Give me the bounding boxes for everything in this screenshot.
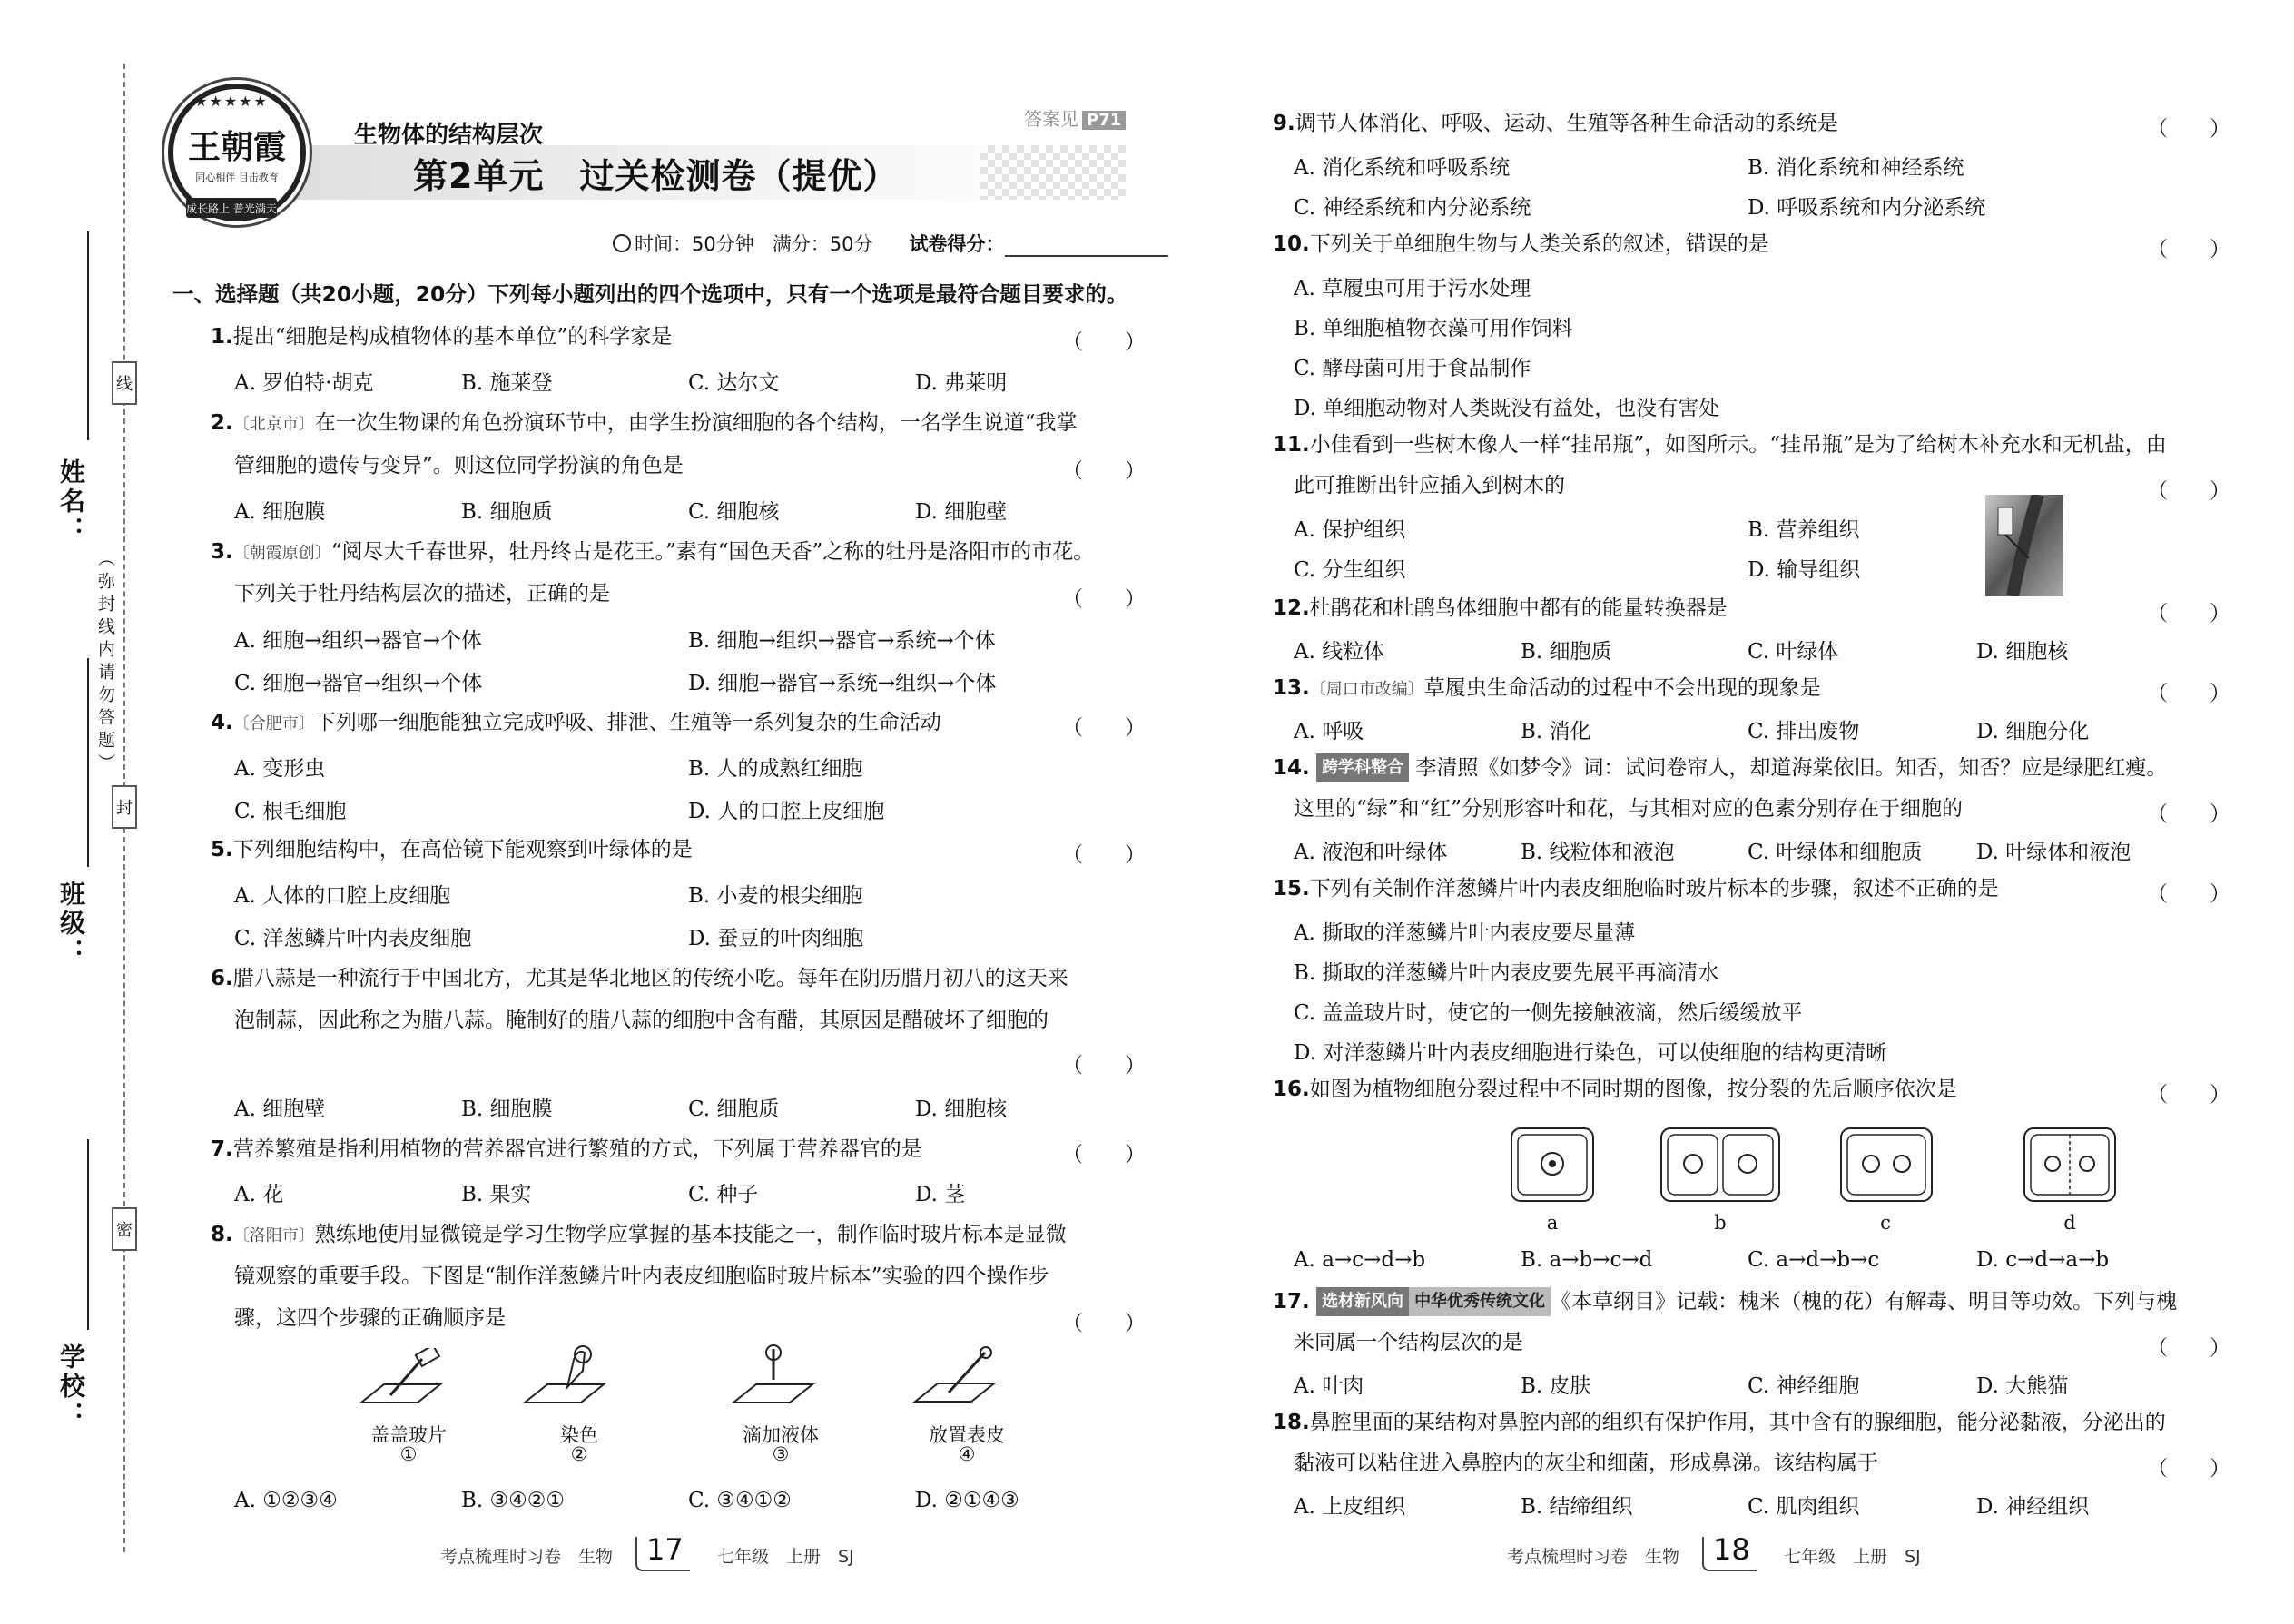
option[interactable]: D. 对洋葱鳞片叶内表皮细胞进行染色，可以使细胞的结构更清晰 — [1294, 1041, 1887, 1065]
answer-blank-8[interactable]: （ ） — [1062, 1312, 1146, 1335]
question-8: 8.〔洛阳市〕熟练地使用显微镜是学习生物学应掌握的基本技能之一，制作临时玻片标本是显微 — [211, 1223, 1067, 1246]
option[interactable]: D. 细胞核 — [1976, 640, 2069, 664]
answer-blank-9[interactable]: （ ） — [2147, 117, 2230, 141]
exam-meta — [613, 230, 1168, 257]
option[interactable]: B. 结缔组织 — [1521, 1495, 1633, 1519]
school-field[interactable] — [87, 1139, 89, 1330]
option[interactable]: C. 洋葱鳞片叶内表皮细胞 — [234, 927, 472, 950]
option[interactable]: A. 人体的口腔上皮细胞 — [234, 884, 451, 908]
option[interactable]: C. 排出废物 — [1748, 720, 1860, 743]
option[interactable]: B. 营养组织 — [1748, 518, 1860, 542]
option[interactable]: C. 叶绿体和细胞质 — [1748, 841, 1923, 864]
cell-stage-c — [1836, 1124, 1936, 1206]
option[interactable]: A. 保护组织 — [1294, 518, 1406, 542]
full-score: 满分：50分 — [772, 233, 873, 255]
answer-blank-14[interactable]: （ ） — [2147, 802, 2230, 826]
option[interactable]: D. 叶绿体和液泡 — [1976, 841, 2132, 864]
option[interactable]: C. 神经系统和内分泌系统 — [1294, 196, 1531, 220]
option[interactable]: D. 呼吸系统和内分泌系统 — [1748, 196, 1986, 220]
option[interactable]: D. 神经组织 — [1976, 1495, 2090, 1519]
logo-band: 成长路上 普光满天 — [186, 198, 277, 218]
answer-blank-12[interactable]: （ ） — [2147, 602, 2230, 625]
option[interactable]: B. ③④②① — [461, 1489, 566, 1512]
footer-series: 考点梳理时习卷 生物 — [440, 1547, 614, 1567]
logo-sub: 同心相伴 目击教育 — [195, 171, 279, 183]
right-page — [1148, 0, 2294, 1624]
cell-label-b: b — [1714, 1212, 1727, 1234]
question-16: 16.如图为植物细胞分裂过程中不同时期的图像，按分裂的先后顺序依次是 — [1273, 1078, 1957, 1101]
question-15: 15.下列有关制作洋葱鳞片叶内表皮细胞临时玻片标本的步骤，叙述不正确的是 — [1273, 877, 1999, 901]
option[interactable]: B. 消化系统和神经系统 — [1748, 156, 1964, 180]
question-2-cont: 管细胞的遗传与变异”。则这位同学扮演的角色是 — [234, 454, 684, 477]
option[interactable]: D. 茎 — [915, 1183, 966, 1206]
question-18-cont: 黏液可以粘住进入鼻腔内的灰尘和细菌，形成鼻涕。该结构属于 — [1294, 1452, 1878, 1475]
question-8-cont2: 骤，这四个步骤的正确顺序是 — [234, 1306, 506, 1330]
answer-blank-13[interactable]: （ ） — [2147, 682, 2230, 705]
option[interactable]: B. 细胞膜 — [461, 1097, 553, 1121]
question-17: 17. 选材新风向 中华优秀传统文化 《本草纲目》记载：槐米（槐的花）有解毒、明目等功效。下列与槐 — [1273, 1287, 2177, 1316]
fig-number: ① — [399, 1443, 418, 1465]
cell-label-d: d — [2063, 1212, 2076, 1234]
option[interactable]: B. 人的成熟红细胞 — [688, 757, 863, 781]
answer-blank-1[interactable]: （ ） — [1062, 330, 1146, 354]
answer-blank-2[interactable]: （ ） — [1062, 459, 1146, 483]
option[interactable]: A. a→c→d→b — [1294, 1248, 1426, 1272]
option[interactable]: C. 细胞质 — [688, 1097, 780, 1121]
option[interactable]: A. 撕取的洋葱鳞片叶内表皮要尽量薄 — [1294, 921, 1636, 945]
unit-subject: 生物体的结构层次 — [354, 122, 544, 149]
option[interactable]: C. 肌肉组织 — [1748, 1495, 1860, 1519]
option[interactable]: C. 细胞核 — [688, 500, 780, 524]
option[interactable]: C. 细胞→器官→组织→个体 — [234, 672, 483, 695]
cell-label-a: a — [1546, 1212, 1559, 1234]
question-8-cont: 镜观察的重要手段。下图是“制作洋葱鳞片叶内表皮细胞临时玻片标本”实验的四个操作步 — [234, 1265, 1049, 1288]
school-label: 学校： — [56, 1343, 86, 1431]
option[interactable]: A. 上皮组织 — [1294, 1495, 1406, 1519]
answer-blank-5[interactable]: （ ） — [1062, 843, 1146, 867]
option[interactable]: B. 小麦的根尖细胞 — [688, 884, 863, 908]
option[interactable]: B. 皮肤 — [1521, 1374, 1591, 1398]
section-heading: 一、选择题（共20小题，20分）下列每小题列出的四个选项中，只有一个选项是最符合题目要求的。 — [172, 281, 1128, 307]
option[interactable]: A. 细胞→组织→器官→个体 — [234, 629, 483, 653]
tag-traditional-culture: 中华优秀传统文化 — [1409, 1287, 1551, 1316]
footer-series: 考点梳理时习卷 生物 — [1507, 1547, 1680, 1567]
time-label: 时间：50分钟 — [635, 233, 754, 255]
option[interactable]: D. 细胞核 — [915, 1097, 1008, 1121]
name-field[interactable] — [87, 231, 89, 440]
question-18: 18.鼻腔里面的某结构对鼻腔内部的组织有保护作用，其中含有的腺细胞，能分泌黏液，分泌出的 — [1273, 1411, 2166, 1434]
option[interactable]: D. 单细胞动物对人类既没有益处，也没有害处 — [1294, 397, 1720, 420]
page-title: 第2单元 过关检测卷（提优） — [413, 156, 899, 196]
option[interactable]: D. 输导组织 — [1748, 558, 1861, 582]
option[interactable]: A. 线粒体 — [1294, 640, 1385, 664]
drop-liquid-illustration — [726, 1343, 826, 1412]
fig-number: ② — [570, 1443, 588, 1465]
option[interactable]: C. 叶绿体 — [1748, 640, 1839, 664]
option[interactable]: D. c→d→a→b — [1976, 1248, 2110, 1272]
answer-reference — [1024, 104, 1126, 131]
class-label: 班级： — [56, 881, 86, 968]
page-number: 17 — [646, 1532, 684, 1567]
question-9: 9.调节人体消化、呼吸、运动、生殖等各种生命活动的系统是 — [1273, 112, 1838, 135]
fig-number: ④ — [958, 1443, 976, 1465]
option[interactable]: D. ②①④③ — [915, 1489, 1019, 1512]
option[interactable]: C. 盖盖玻片时，使它的一侧先接触液滴，然后缓缓放平 — [1294, 1001, 1803, 1025]
option[interactable]: B. 果实 — [461, 1183, 532, 1206]
stain-illustration — [517, 1343, 617, 1412]
question-10: 10.下列关于单细胞生物与人类关系的叙述，错误的是 — [1273, 232, 1769, 256]
option[interactable]: C. a→d→b→c — [1748, 1248, 1880, 1272]
question-11-cont: 此可推断出针应插入到树木的 — [1294, 474, 1565, 497]
seal-mark-feng: 封 — [112, 785, 137, 829]
option[interactable]: C. 酵母菌可用于食品制作 — [1294, 357, 1531, 380]
question-14: 14. 跨学科整合 李清照《如梦令》词：试问卷帘人，却道海棠依旧。知否，知否？应是绿肥红瘦。 — [1273, 753, 2167, 782]
option[interactable]: C. 种子 — [688, 1183, 759, 1206]
option[interactable]: D. 蚕豆的叶肉细胞 — [688, 927, 864, 950]
answer-blank-3[interactable]: （ ） — [1062, 587, 1146, 611]
answer-page-badge: P71 — [1082, 111, 1126, 130]
answer-blank-11[interactable]: （ ） — [2147, 479, 2230, 503]
fig-label: 滴加液体 — [743, 1424, 819, 1446]
logo-stars-icon: ★★★★★ — [194, 93, 269, 110]
seal-mark-mi: 密 — [112, 1207, 137, 1251]
answer-blank-18[interactable]: （ ） — [2147, 1457, 2230, 1481]
option[interactable]: B. 单细胞植物衣藻可用作饲料 — [1294, 317, 1573, 340]
fig-label: 染色 — [560, 1424, 598, 1446]
option[interactable]: B. a→b→c→d — [1521, 1248, 1653, 1272]
option[interactable]: A. 叶肉 — [1294, 1374, 1364, 1398]
footer-grade: 七年级 上册 SJ — [717, 1547, 854, 1567]
option[interactable]: A. 消化系统和呼吸系统 — [1294, 156, 1511, 180]
tag-new-trend: 选材新风向 — [1316, 1287, 1409, 1316]
seal-note: （弥封线内请勿答题） — [95, 549, 115, 776]
option[interactable]: C. 根毛细胞 — [234, 800, 347, 823]
option[interactable]: B. 消化 — [1521, 720, 1591, 743]
question-1: 1.提出“细胞是构成植物体的基本单位”的科学家是 — [211, 325, 673, 349]
fig-label: 盖盖玻片 — [370, 1424, 447, 1446]
option[interactable]: A. 细胞膜 — [234, 500, 326, 524]
cell-label-c: c — [1880, 1212, 1891, 1234]
tree-iv-drip-photo — [1985, 495, 2063, 596]
option[interactable]: C. ③④①② — [688, 1489, 792, 1512]
question-4: 4.〔合肥市〕下列哪一细胞能独立完成呼吸、排泄、生殖等一系列复杂的生命活动 — [211, 711, 941, 734]
option[interactable]: B. 细胞质 — [1521, 640, 1612, 664]
binding-margin — [0, 0, 136, 1624]
question-17-cont: 米同属一个结构层次的是 — [1294, 1331, 1523, 1354]
answer-blank-6[interactable]: （ ） — [1062, 1054, 1146, 1078]
option[interactable]: B. 细胞→组织→器官→系统→个体 — [688, 629, 996, 653]
question-13: 13.〔周口市改编〕草履虫生命活动的过程中不会出现的现象是 — [1273, 676, 1821, 700]
fig-number: ③ — [772, 1443, 790, 1465]
option[interactable]: B. 施莱登 — [461, 371, 553, 395]
option[interactable]: A. 呼吸 — [1294, 720, 1364, 743]
tag-cross-subject: 跨学科整合 — [1316, 753, 1409, 782]
name-label: 姓名： — [56, 458, 86, 546]
place-epidermis-illustration — [908, 1345, 1008, 1411]
option[interactable]: A. 罗伯特·胡克 — [234, 371, 374, 395]
option[interactable]: D. 细胞分化 — [1976, 720, 2090, 743]
option[interactable]: D. 细胞壁 — [915, 500, 1008, 524]
option[interactable]: C. 达尔文 — [688, 371, 780, 395]
option[interactable]: B. 细胞质 — [461, 500, 553, 524]
answer-blank-17[interactable]: （ ） — [2147, 1336, 2230, 1360]
page-number: 18 — [1713, 1532, 1750, 1567]
answer-blank-7[interactable]: （ ） — [1062, 1143, 1146, 1166]
cover-slip-illustration — [354, 1348, 454, 1412]
option[interactable]: B. 撕取的洋葱鳞片叶内表皮要先展平再滴清水 — [1294, 961, 1719, 985]
option[interactable]: A. 花 — [234, 1183, 284, 1206]
cell-stage-d — [2020, 1124, 2120, 1206]
option[interactable]: A. ①②③④ — [234, 1489, 338, 1512]
question-3-cont: 下列关于牡丹结构层次的描述，正确的是 — [234, 582, 610, 605]
option[interactable]: A. 变形虫 — [234, 757, 326, 781]
question-5: 5.下列细胞结构中，在高倍镜下能观察到叶绿体的是 — [211, 838, 693, 861]
footer-grade: 七年级 上册 SJ — [1784, 1547, 1921, 1567]
option[interactable]: C. 神经细胞 — [1748, 1374, 1860, 1398]
clock-icon — [613, 234, 631, 252]
option[interactable]: D. 细胞→器官→系统→组织→个体 — [688, 672, 997, 695]
score-field[interactable] — [1005, 239, 1168, 257]
question-12: 12.杜鹃花和杜鹃鸟体细胞中都有的能量转换器是 — [1273, 596, 1728, 620]
cell-stage-b — [1657, 1124, 1784, 1206]
option[interactable]: C. 分生组织 — [1294, 558, 1406, 582]
score-label: 试卷得分： — [909, 233, 1005, 255]
cell-stage-a — [1507, 1124, 1598, 1206]
question-3: 3.〔朝霞原创〕“阅尽大千春世界，牡丹终古是花王。”素有“国色天香”之称的牡丹是洛阳市的市花。 — [211, 540, 1095, 564]
logo-text: 王朝霞 — [187, 127, 286, 166]
option[interactable]: D. 人的口腔上皮细胞 — [688, 800, 885, 823]
option[interactable]: A. 草履虫可用于污水处理 — [1294, 277, 1531, 300]
fig-label: 放置表皮 — [929, 1424, 1005, 1446]
class-field[interactable] — [87, 658, 89, 867]
question-2: 2.〔北京市〕在一次生物课的角色扮演环节中，由学生扮演细胞的各个结构，一名学生说道“我掌 — [211, 411, 1078, 435]
question-6-cont: 泡制蒜，因此称之为腊八蒜。腌制好的腊八蒜的细胞中含有醋，其原因是醋破坏了细胞的 — [234, 1009, 1049, 1032]
question-7: 7.营养繁殖是指利用植物的营养器官进行繁殖的方式，下列属于营养器官的是 — [211, 1137, 922, 1161]
option[interactable]: A. 液泡和叶绿体 — [1294, 841, 1448, 864]
answer-blank-15[interactable]: （ ） — [2147, 882, 2230, 906]
ribbon-pattern — [980, 145, 1126, 200]
seal-mark-xian: 线 — [112, 361, 137, 405]
answer-blank-10[interactable]: （ ） — [2147, 238, 2230, 261]
option[interactable]: D. 大熊猫 — [1976, 1374, 2069, 1398]
option[interactable]: B. 线粒体和液泡 — [1521, 841, 1675, 864]
question-14-cont: 这里的“绿”和“红”分别形容叶和花，与其相对应的色素分别存在于细胞的 — [1294, 797, 1964, 821]
option[interactable]: D. 弗莱明 — [915, 371, 1008, 395]
question-6: 6.腊八蒜是一种流行于中国北方，尤其是华北地区的传统小吃。每年在阴历腊月初八的这天来 — [211, 967, 1068, 990]
answer-blank-4[interactable]: （ ） — [1062, 716, 1146, 740]
answer-blank-16[interactable]: （ ） — [2147, 1083, 2230, 1107]
answer-ref-label: 答案见 — [1024, 108, 1078, 130]
option[interactable]: A. 细胞壁 — [234, 1097, 326, 1121]
question-11: 11.小佳看到一些树木像人一样“挂吊瓶”，如图所示。“挂吊瓶”是为了给树木补充水和无机盐，由 — [1273, 433, 2167, 457]
